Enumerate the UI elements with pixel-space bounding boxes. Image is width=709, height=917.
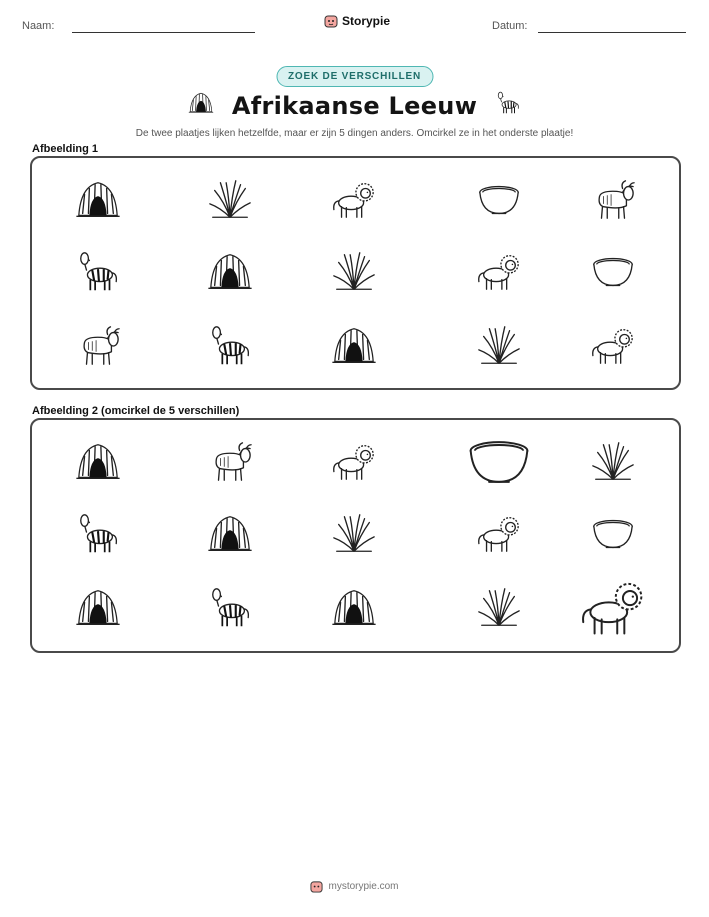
bowl-icon[interactable] [590, 249, 636, 295]
bowl-icon[interactable] [476, 177, 522, 223]
grass-icon[interactable] [207, 177, 253, 223]
grass-icon[interactable] [476, 585, 522, 631]
lion-icon[interactable] [331, 439, 377, 485]
zebra-icon[interactable] [75, 511, 121, 557]
zebra-icon [495, 90, 521, 121]
wildebeest-icon[interactable] [207, 439, 253, 485]
brand-logo [324, 14, 390, 28]
bowl-icon[interactable] [465, 428, 533, 496]
picture1-panel[interactable] [30, 156, 681, 390]
lion-icon[interactable] [331, 177, 377, 223]
date-label: Datum: [492, 20, 528, 32]
bowl-icon[interactable] [590, 511, 636, 557]
picture1-label: Afbeelding 1 [32, 143, 99, 155]
zebra-icon[interactable] [207, 585, 253, 631]
instructions: De twee plaatjes lijken hetzelfde, maar er zijn 5 dingen anders. Omcirkel ze in het onderste plaatje! [135, 128, 574, 139]
date-line[interactable] [538, 32, 686, 33]
grass-icon[interactable] [476, 323, 522, 369]
lion-icon[interactable] [476, 511, 522, 557]
cave-icon[interactable] [207, 511, 253, 557]
wildebeest-icon[interactable] [590, 177, 636, 223]
name-label: Naam: [22, 20, 55, 32]
footer [0, 880, 709, 893]
lion-icon[interactable] [476, 249, 522, 295]
zebra-icon[interactable] [75, 249, 121, 295]
cave-icon[interactable] [207, 249, 253, 295]
storypie-icon [310, 880, 323, 893]
page-title: Afrikaanse Leeuw [231, 91, 478, 120]
lion-icon[interactable] [579, 574, 647, 642]
cave-icon[interactable] [75, 177, 121, 223]
brand-name: Storypie [342, 14, 391, 28]
cave-icon[interactable] [331, 585, 377, 631]
cave-icon[interactable] [75, 585, 121, 631]
cave-icon[interactable] [75, 439, 121, 485]
grass-icon[interactable] [331, 511, 377, 557]
storypie-icon [324, 14, 338, 28]
lion-icon[interactable] [590, 323, 636, 369]
picture2-label: Afbeelding 2 (omcirkel de 5 verschillen) [32, 405, 240, 417]
title-row [0, 90, 709, 121]
name-line[interactable] [72, 32, 255, 33]
grass-icon[interactable] [590, 439, 636, 485]
wildebeest-icon[interactable] [75, 323, 121, 369]
zebra-icon[interactable] [207, 323, 253, 369]
activity-badge: ZOEK DE VERSCHILLEN [276, 66, 433, 87]
picture2-panel[interactable] [30, 418, 681, 653]
cave-icon [188, 90, 214, 121]
footer-url[interactable]: mystorypie.com [328, 881, 399, 892]
grass-icon[interactable] [331, 249, 377, 295]
cave-icon[interactable] [331, 323, 377, 369]
